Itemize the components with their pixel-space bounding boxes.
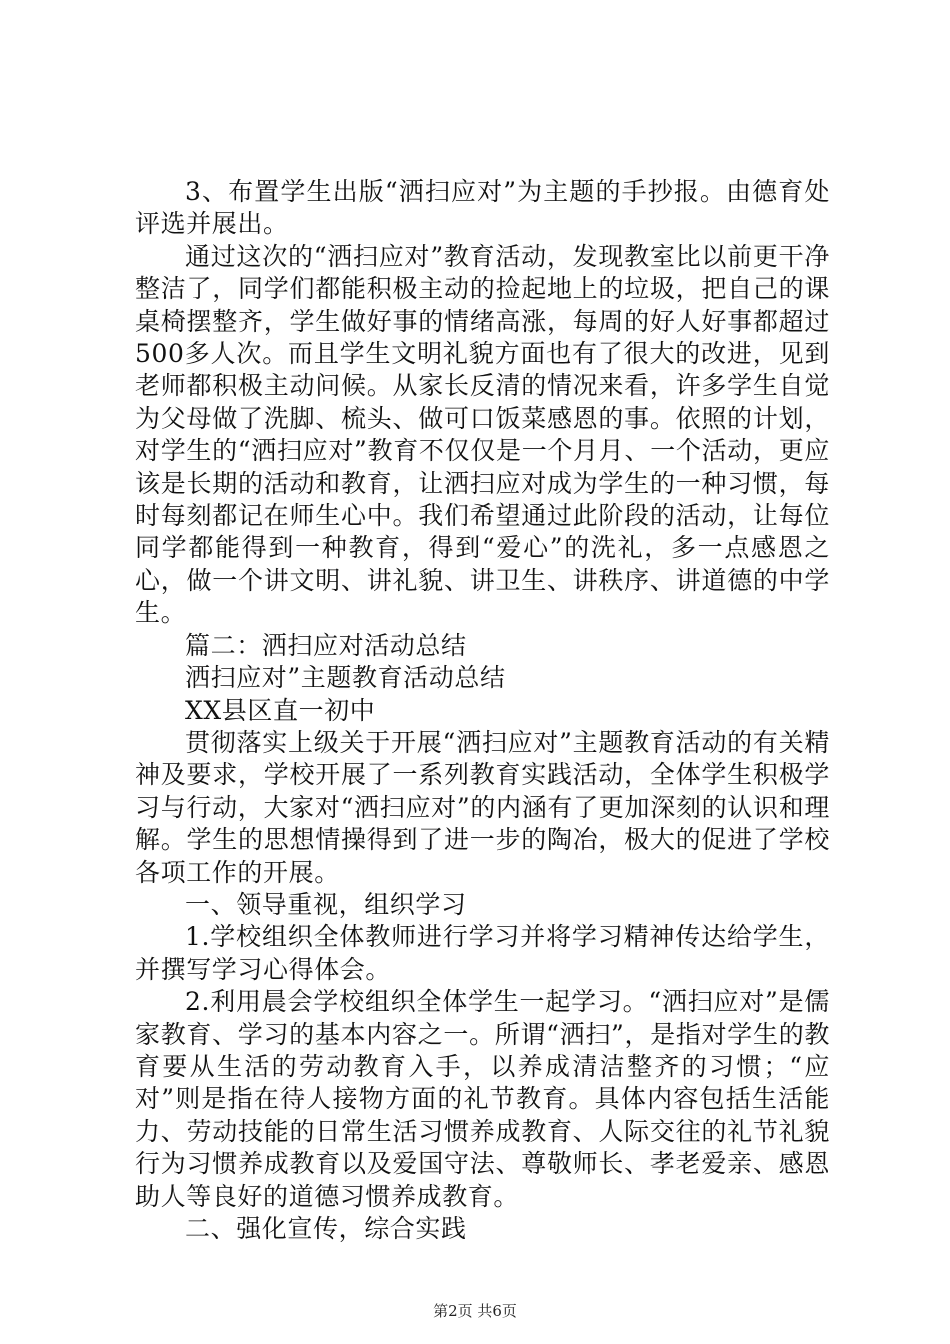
paragraph-introduction: 贯彻落实上级关于开展“洒扫应对”主题教育活动的有关精神及要求，学校开展了一系列教育实践活动，全体学生积极学习与行动，大家对“洒扫应对”的内涵有了更加深刻的认识和理解。学生的思想情操得到了进一步的陶冶，极大的促进了学校各项工作的开展。 [135,727,830,887]
paragraph-activity-results: 通过这次的“洒扫应对”教育活动，发现教室比以前更干净整洁了，同学们都能积极主动的捡起地上的垃圾，把自己的课桌椅摆整齐，学生做好事的情绪高涨，每周的好人好事都超过500多人次。而且学生文明礼貌方面也有了很大的改进，见到老师都积极主动问候。从家长反清的情况来看，许多学生自觉为父母做了洗脚、梳头、做可口饭菜感恩的事。依照的计划，对学生的“洒扫应对”教育不仅仅是一个月月、一个活动，更应该是长期的活动和教育，让洒扫应对成为学生的一种习惯，每时每刻都记在师生心中。我们希望通过此阶段的活动，让每位同学都能得到一种教育，得到“爱心”的洗礼，多一点感恩之心，做一个讲文明、讲礼貌、讲卫生、讲秩序、讲道德的中学生。 [135,241,830,628]
document-body [135,176,830,1245]
paragraph-item-2: 2.利用晨会学校组织全体学生一起学习。“洒扫应对”是儒家教育、学习的基本内容之一。所谓“洒扫”，是指对学生的教育要从生活的劳动教育入手，以养成清洁整齐的习惯；“应对”则是指在待人接物方面的礼节教育。具体内容包括生活能力、劳动技能的日常生活习惯养成教育、人际交往的礼节礼貌行为习惯养成教育以及爱国守法、尊敬师长、孝老爱亲、感恩助人等良好的道德习惯养成教育。 [135,987,830,1211]
summary-title: 洒扫应对”主题教育活动总结 [185,663,506,693]
school-name: XX县区直一初中 [185,695,376,725]
paragraph-item-1: 1.学校组织全体教师进行学习并将学习精神传达给学生，并撰写学习心得体会。 [135,922,830,984]
page-number-footer: 第2页 共6页 [433,1302,517,1320]
paragraph-handout-assignment: 3、布置学生出版“洒扫应对”为主题的手抄报。由德育处评选并展出。 [135,177,830,239]
heading-publicity-practice: 二、强化宣传，综合实践 [185,1214,467,1243]
heading-leadership-study: 一、领导重视，组织学习 [185,889,467,919]
section-heading-part-two: 篇二：洒扫应对活动总结 [185,630,467,660]
